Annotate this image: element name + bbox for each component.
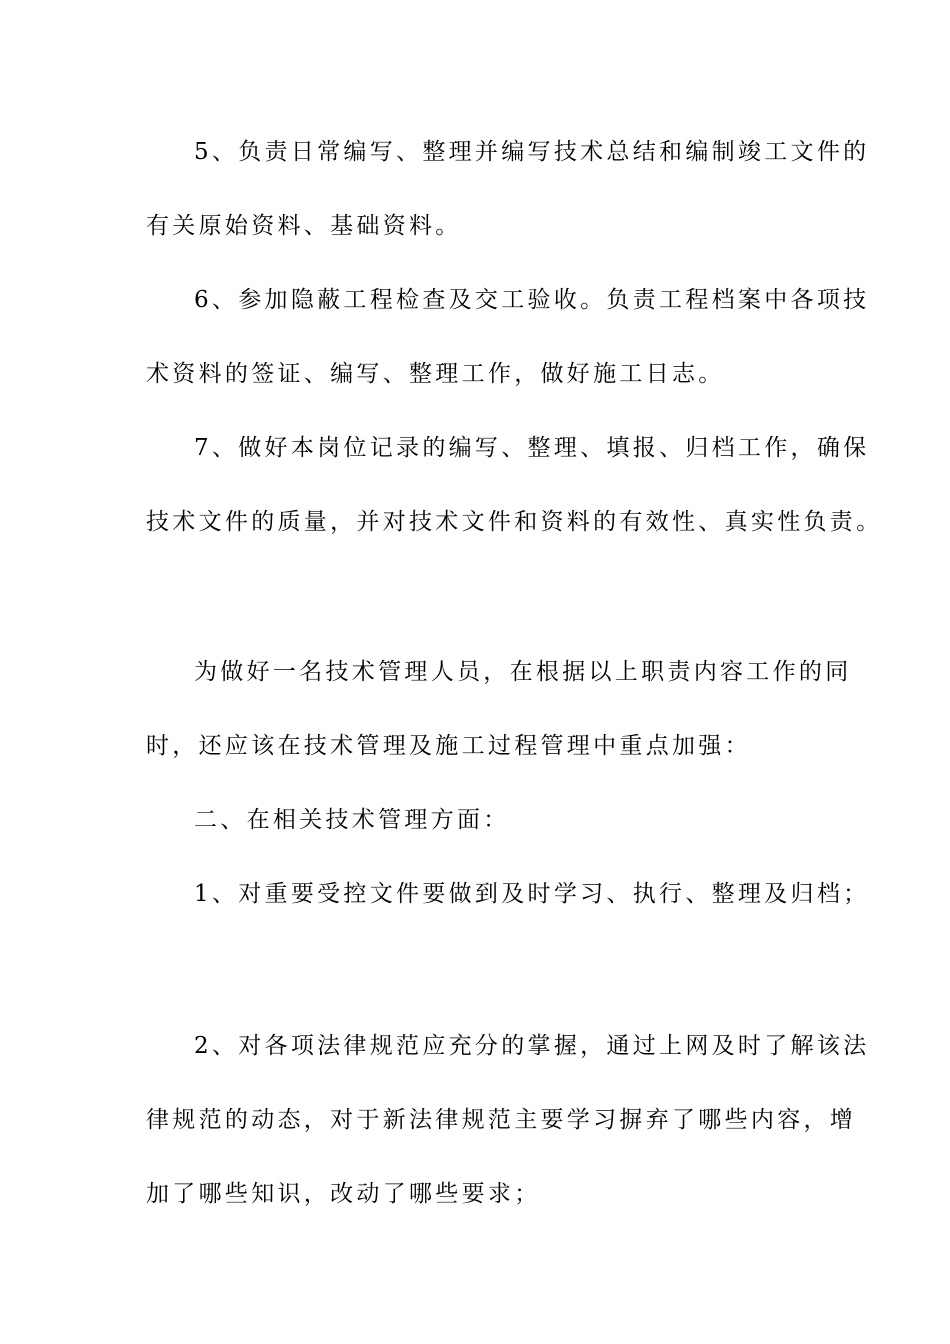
paragraph-6-line-2: 术资料的签证、编写、整理工作，做好施工日志。 <box>146 361 725 387</box>
intro-paragraph-line-1: 为做好一名技术管理人员，在根据以上职责内容工作的同 <box>194 659 852 685</box>
paragraph-5-line-1: 5、负责日常编写、整理并编写技术总结和编制竣工文件的 <box>194 139 870 165</box>
section-heading: 二、在相关技术管理方面： <box>194 807 510 833</box>
paragraph-6-line-1: 6、参加隐蔽工程检查及交工验收。负责工程档案中各项技 <box>194 287 870 313</box>
item-2-line-2: 律规范的动态，对于新法律规范主要学习摒弃了哪些内容，增 <box>146 1107 857 1133</box>
intro-paragraph-line-2: 时，还应该在技术管理及施工过程管理中重点加强： <box>146 733 751 759</box>
paragraph-7-line-2: 技术文件的质量，并对技术文件和资料的有效性、真实性负责。 <box>146 509 883 535</box>
paragraph-7-line-1: 7、做好本岗位记录的编写、整理、填报、归档工作，确保 <box>194 435 870 461</box>
paragraph-5-line-2: 有关原始资料、基础资料。 <box>146 213 462 239</box>
item-2-line-1: 2、对各项法律规范应充分的掌握，通过上网及时了解该法 <box>194 1033 870 1059</box>
item-2-line-3: 加了哪些知识，改动了哪些要求； <box>146 1181 541 1207</box>
item-1-line-1: 1、对重要受控文件要做到及时学习、执行、整理及归档； <box>194 881 870 907</box>
